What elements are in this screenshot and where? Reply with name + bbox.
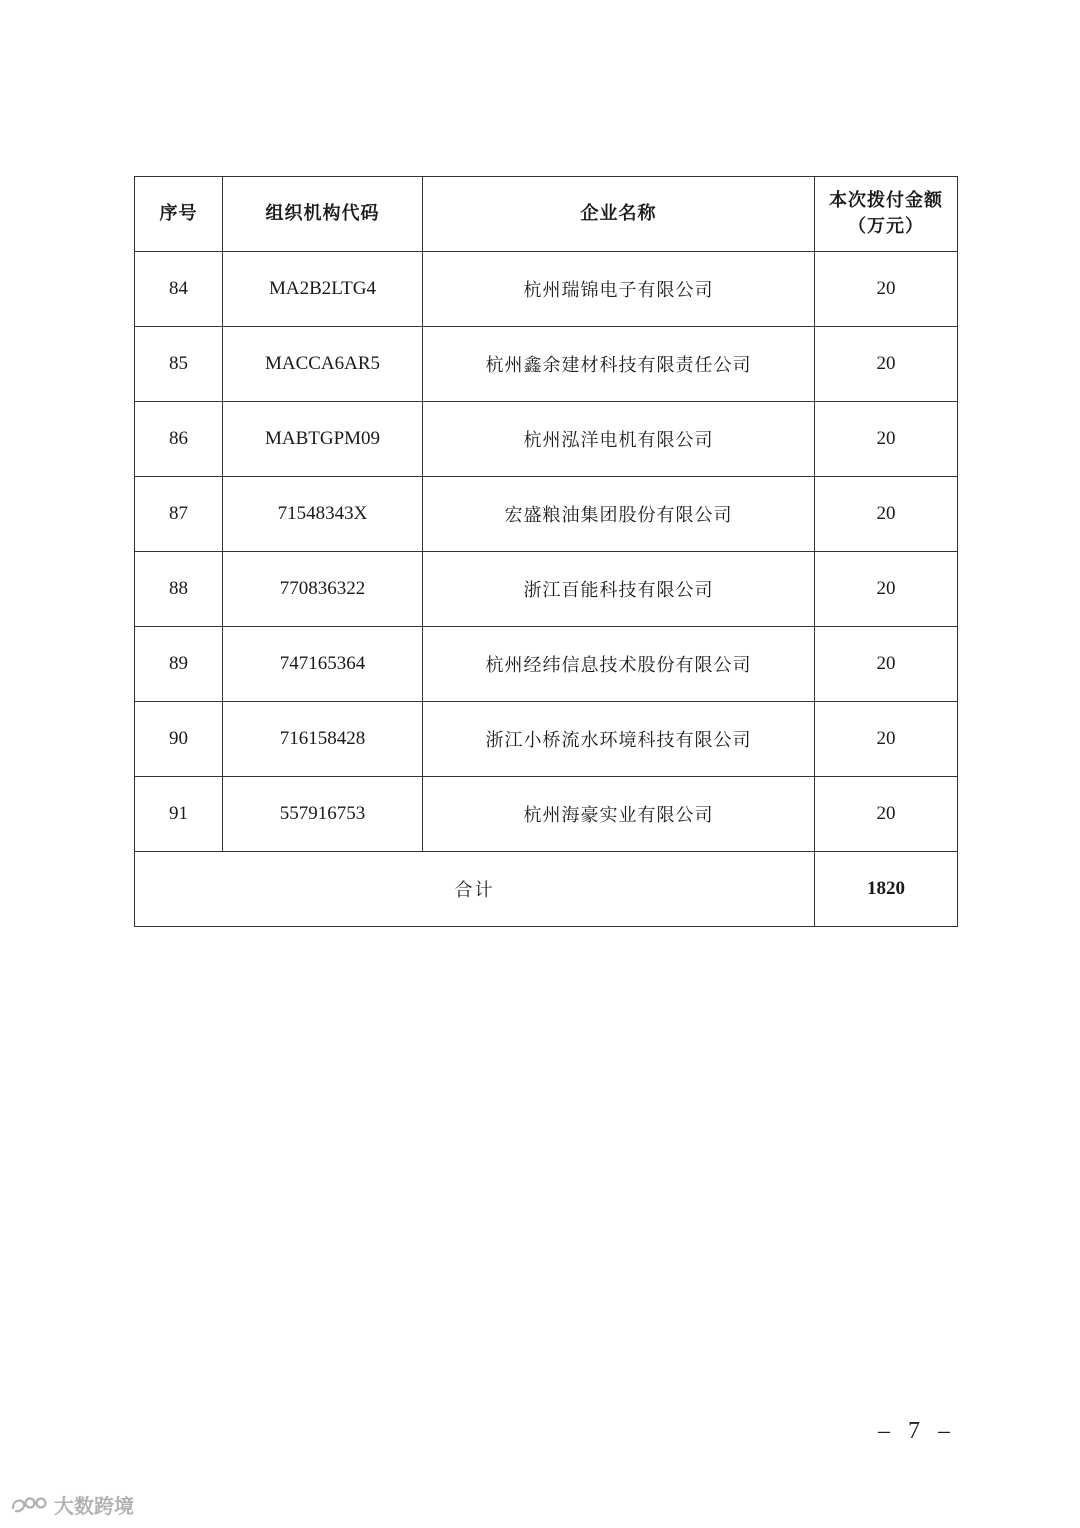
cell-amount: 20 (815, 252, 958, 327)
cell-org-code: MACCA6AR5 (223, 327, 423, 402)
cell-seq: 86 (135, 402, 223, 477)
total-label: 合计 (135, 852, 815, 927)
header-amount-line2: （万元） (848, 216, 924, 237)
cell-company-name: 杭州瑞锦电子有限公司 (423, 252, 815, 327)
watermark (10, 1490, 134, 1519)
cell-company-name: 杭州经纬信息技术股份有限公司 (423, 627, 815, 702)
cell-company-name: 浙江百能科技有限公司 (423, 552, 815, 627)
cell-org-code: MA2B2LTG4 (223, 252, 423, 327)
header-seq: 序号 (135, 177, 223, 252)
table-row (135, 627, 958, 702)
cell-seq: 91 (135, 777, 223, 852)
cell-company-name: 杭州鑫余建材科技有限责任公司 (423, 327, 815, 402)
header-amount-line1: 本次拨付金额 (829, 190, 943, 211)
cell-org-code: MABTGPM09 (223, 402, 423, 477)
cell-seq: 88 (135, 552, 223, 627)
table-row (135, 552, 958, 627)
table-total-row (135, 852, 958, 927)
cell-org-code: 770836322 (223, 552, 423, 627)
table-row (135, 252, 958, 327)
cell-amount: 20 (815, 402, 958, 477)
cell-company-name: 杭州泓洋电机有限公司 (423, 402, 815, 477)
header-company-name: 企业名称 (423, 177, 815, 252)
table-row (135, 327, 958, 402)
cell-seq: 87 (135, 477, 223, 552)
watermark-text: 大数跨境 (54, 1494, 134, 1518)
cell-company-name: 浙江小桥流水环境科技有限公司 (423, 702, 815, 777)
cell-amount: 20 (815, 552, 958, 627)
page-number: – 7 – (878, 1418, 956, 1444)
cell-amount: 20 (815, 477, 958, 552)
cell-org-code: 747165364 (223, 627, 423, 702)
cell-org-code: 71548343X (223, 477, 423, 552)
enterprise-funding-table (134, 176, 958, 927)
cell-org-code: 716158428 (223, 702, 423, 777)
cell-seq: 89 (135, 627, 223, 702)
cell-org-code: 557916753 (223, 777, 423, 852)
header-org-code: 组织机构代码 (223, 177, 423, 252)
total-value: 1820 (815, 852, 958, 927)
cell-amount: 20 (815, 702, 958, 777)
table-row (135, 777, 958, 852)
cell-amount: 20 (815, 627, 958, 702)
header-amount (815, 177, 958, 252)
cell-seq: 84 (135, 252, 223, 327)
cell-amount: 20 (815, 327, 958, 402)
table-row (135, 702, 958, 777)
cell-company-name: 宏盛粮油集团股份有限公司 (423, 477, 815, 552)
table-row (135, 477, 958, 552)
cell-seq: 85 (135, 327, 223, 402)
table-header-row (135, 177, 958, 252)
cell-amount: 20 (815, 777, 958, 852)
cell-seq: 90 (135, 702, 223, 777)
watermark-logo-icon (10, 1494, 48, 1516)
table-row (135, 402, 958, 477)
cell-company-name: 杭州海豪实业有限公司 (423, 777, 815, 852)
